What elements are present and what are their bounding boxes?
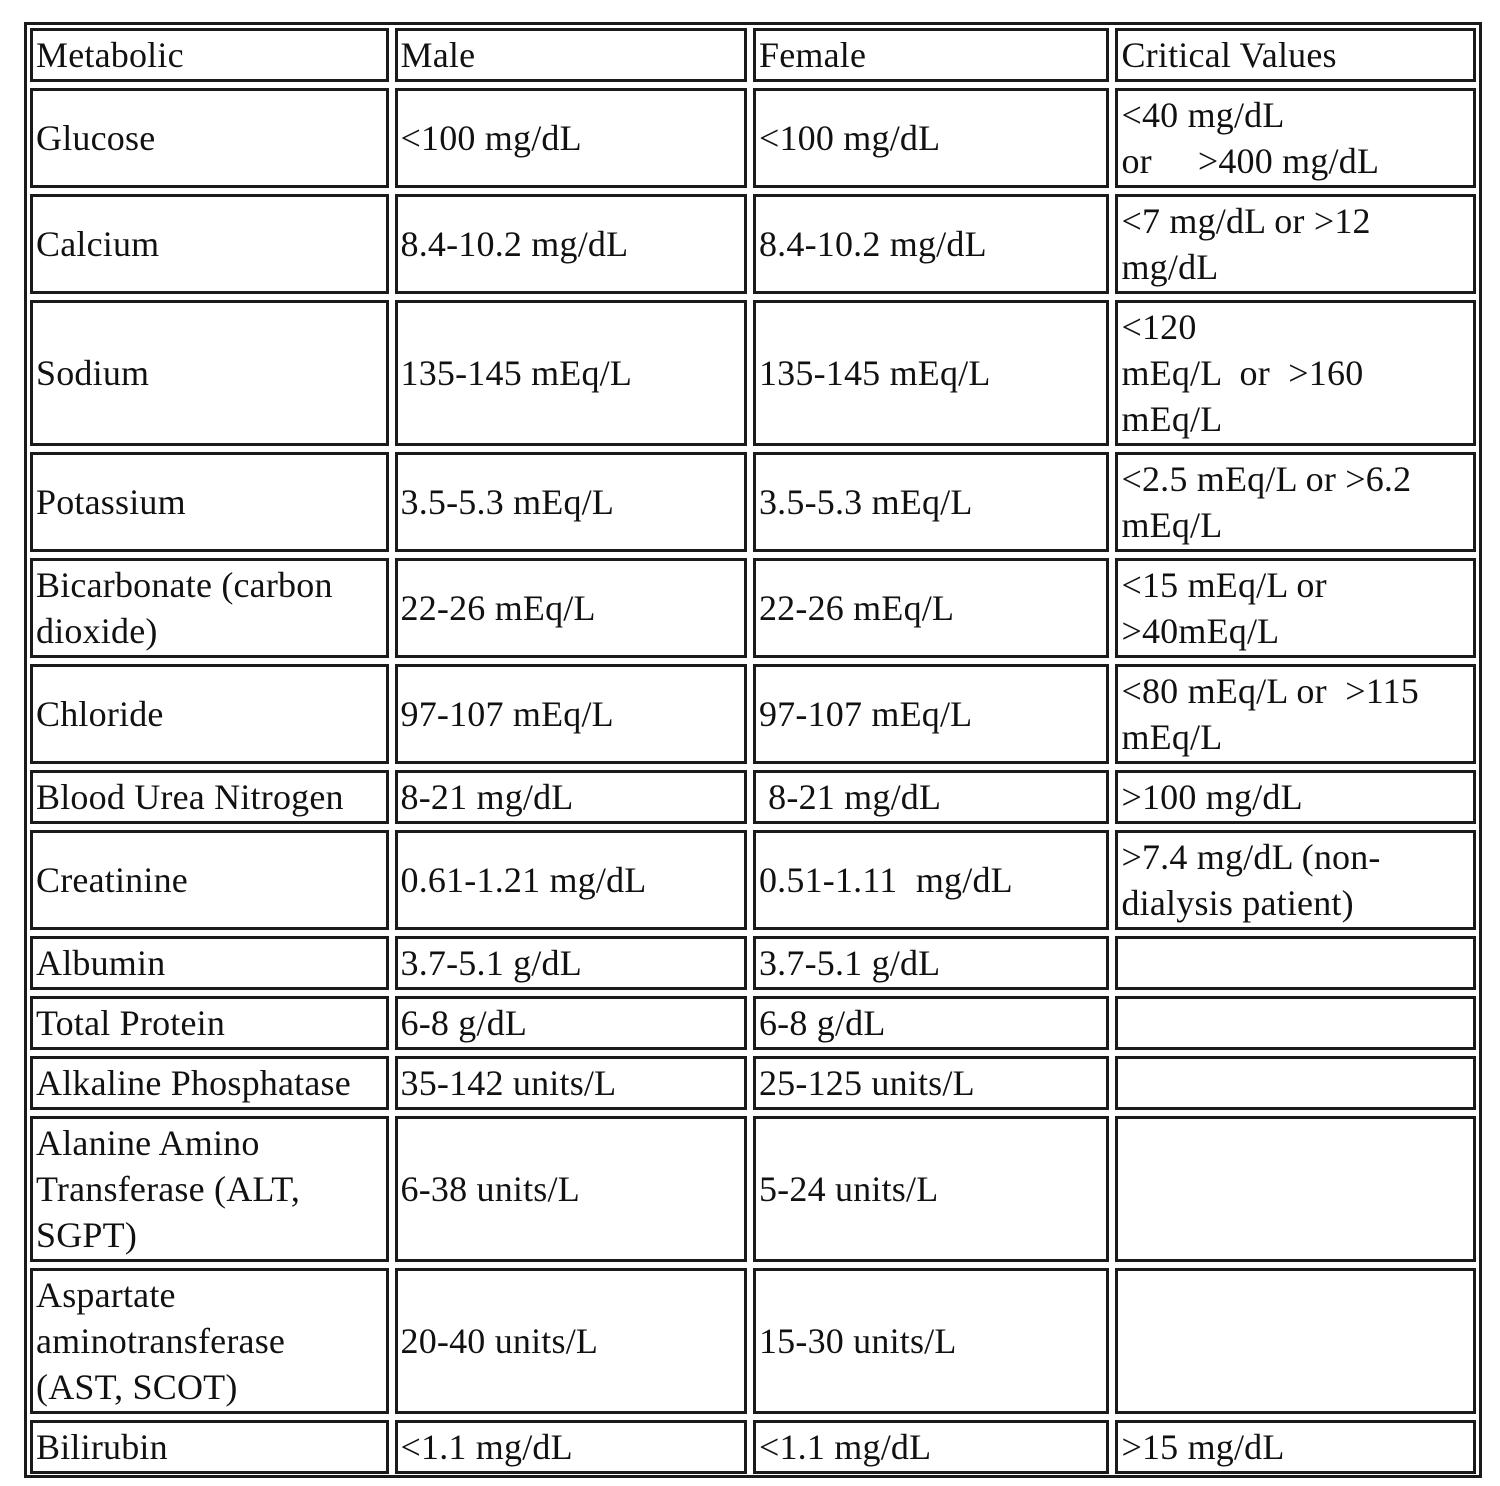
metabolic-cell: Alkaline Phosphatase xyxy=(30,1056,389,1110)
male-cell: 20-40 units/L xyxy=(395,1268,747,1414)
critical-cell: <15 mEq/L or >40mEq/L xyxy=(1115,558,1476,658)
header-male: Male xyxy=(395,28,747,82)
male-cell: 6-8 g/dL xyxy=(395,996,747,1050)
metabolic-cell: Glucose xyxy=(30,88,389,188)
critical-cell xyxy=(1115,936,1476,990)
critical-cell xyxy=(1115,1268,1476,1414)
critical-cell: <40 mg/dL or >400 mg/dL xyxy=(1115,88,1476,188)
metabolic-cell: Blood Urea Nitrogen xyxy=(30,770,389,824)
table-row-bicarbonate xyxy=(30,558,1476,658)
header-metabolic: Metabolic xyxy=(30,28,389,82)
table-row-total-protein xyxy=(30,996,1476,1050)
critical-cell: <80 mEq/L or >115 mEq/L xyxy=(1115,664,1476,764)
male-cell: 8-21 mg/dL xyxy=(395,770,747,824)
critical-cell: >100 mg/dL xyxy=(1115,770,1476,824)
metabolic-cell: Creatinine xyxy=(30,830,389,930)
critical-cell: <2.5 mEq/L or >6.2 mEq/L xyxy=(1115,452,1476,552)
header-female: Female xyxy=(753,28,1109,82)
metabolic-cell: Albumin xyxy=(30,936,389,990)
table-row-blood-urea-nitrogen xyxy=(30,770,1476,824)
female-cell: 3.7-5.1 g/dL xyxy=(753,936,1109,990)
critical-cell: >7.4 mg/dL (non- dialysis patient) xyxy=(1115,830,1476,930)
metabolic-cell: Total Protein xyxy=(30,996,389,1050)
male-cell: 22-26 mEq/L xyxy=(395,558,747,658)
metabolic-cell: Bilirubin xyxy=(30,1420,389,1474)
metabolic-cell: Aspartate aminotransferase (AST, SCOT) xyxy=(30,1268,389,1414)
male-cell: 8.4-10.2 mg/dL xyxy=(395,194,747,294)
female-cell: 15-30 units/L xyxy=(753,1268,1109,1414)
male-cell: 3.7-5.1 g/dL xyxy=(395,936,747,990)
lab-values-table xyxy=(24,22,1482,1480)
female-cell: 135-145 mEq/L xyxy=(753,300,1109,446)
table-row-potassium xyxy=(30,452,1476,552)
critical-cell: <7 mg/dL or >12 mg/dL xyxy=(1115,194,1476,294)
female-cell: <1.1 mg/dL xyxy=(753,1420,1109,1474)
table-row-albumin xyxy=(30,936,1476,990)
table-row-glucose xyxy=(30,88,1476,188)
female-cell: 8-21 mg/dL xyxy=(753,770,1109,824)
critical-cell: <120 mEq/L or >160 mEq/L xyxy=(1115,300,1476,446)
female-cell: 97-107 mEq/L xyxy=(753,664,1109,764)
male-cell: <1.1 mg/dL xyxy=(395,1420,747,1474)
metabolic-cell: Potassium xyxy=(30,452,389,552)
critical-cell: >15 mg/dL xyxy=(1115,1420,1476,1474)
female-cell: 22-26 mEq/L xyxy=(753,558,1109,658)
male-cell: 6-38 units/L xyxy=(395,1116,747,1262)
female-cell: 6-8 g/dL xyxy=(753,996,1109,1050)
female-cell: 0.51-1.11 mg/dL xyxy=(753,830,1109,930)
female-cell: <100 mg/dL xyxy=(753,88,1109,188)
male-cell: 35-142 units/L xyxy=(395,1056,747,1110)
header-row xyxy=(30,28,1476,82)
male-cell: 97-107 mEq/L xyxy=(395,664,747,764)
metabolic-cell: Bicarbonate (carbon dioxide) xyxy=(30,558,389,658)
critical-cell xyxy=(1115,996,1476,1050)
female-cell: 25-125 units/L xyxy=(753,1056,1109,1110)
table-row-chloride xyxy=(30,664,1476,764)
table-row-sodium xyxy=(30,300,1476,446)
female-cell: 5-24 units/L xyxy=(753,1116,1109,1262)
female-cell: 3.5-5.3 mEq/L xyxy=(753,452,1109,552)
header-critical-values: Critical Values xyxy=(1115,28,1476,82)
metabolic-cell: Calcium xyxy=(30,194,389,294)
metabolic-cell: Alanine Amino Transferase (ALT, SGPT) xyxy=(30,1116,389,1262)
table-row-calcium xyxy=(30,194,1476,294)
table-row-alkaline-phosphatase xyxy=(30,1056,1476,1110)
male-cell: 3.5-5.3 mEq/L xyxy=(395,452,747,552)
metabolic-cell: Chloride xyxy=(30,664,389,764)
male-cell: 0.61-1.21 mg/dL xyxy=(395,830,747,930)
table-row-bilirubin xyxy=(30,1420,1476,1474)
lab-values-table-frame xyxy=(24,22,1482,1478)
metabolic-cell: Sodium xyxy=(30,300,389,446)
table-row-alanine-amino-transferase xyxy=(30,1116,1476,1262)
critical-cell xyxy=(1115,1056,1476,1110)
table-row-creatinine xyxy=(30,830,1476,930)
female-cell: 8.4-10.2 mg/dL xyxy=(753,194,1109,294)
male-cell: <100 mg/dL xyxy=(395,88,747,188)
male-cell: 135-145 mEq/L xyxy=(395,300,747,446)
table-row-aspartate-aminotransferase xyxy=(30,1268,1476,1414)
critical-cell xyxy=(1115,1116,1476,1262)
